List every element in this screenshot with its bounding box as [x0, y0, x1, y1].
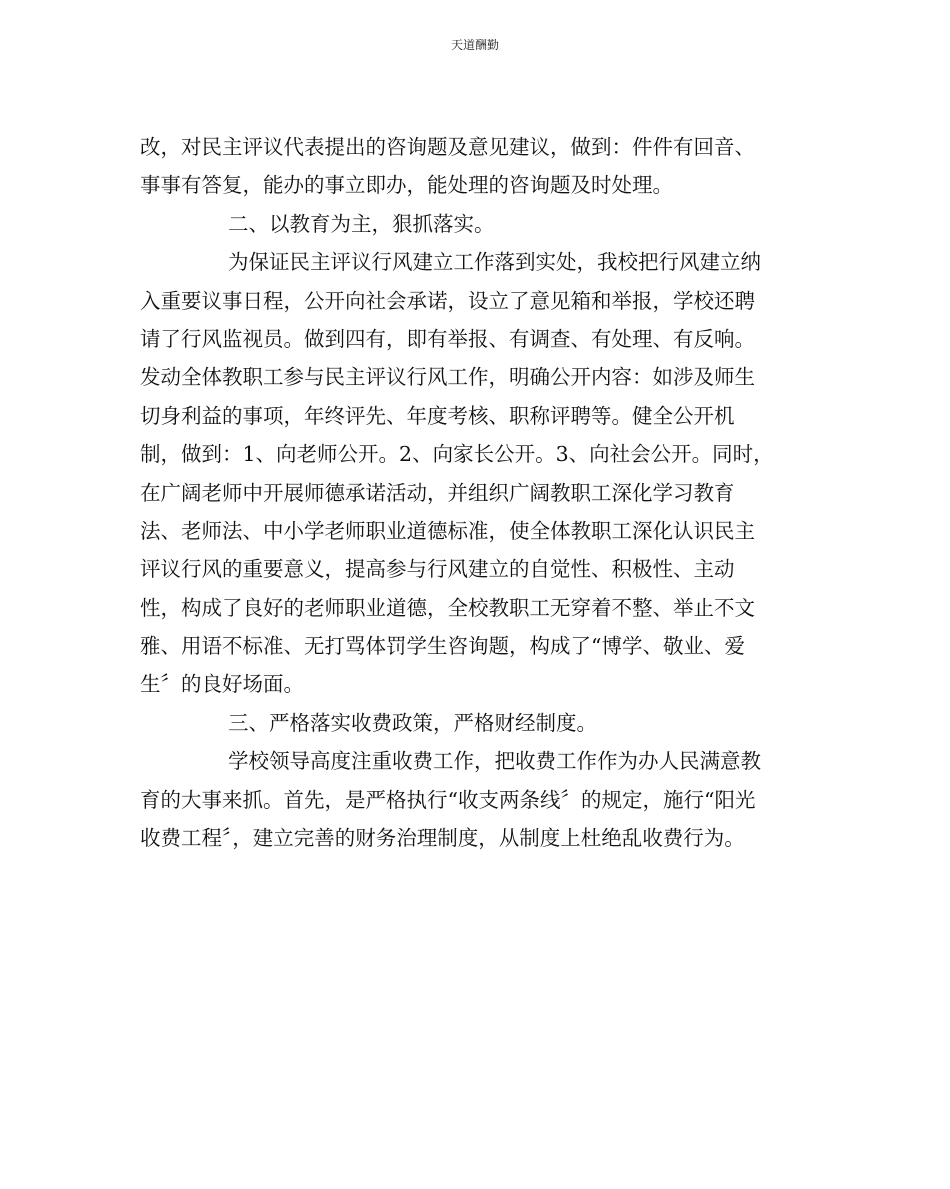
body-line: 评议行风的重要意义，提高参与行风建立的自觉性、积极性、主动 [140, 557, 735, 582]
body-line: 切身利益的事项，年终评先、年度考核、职称评聘等。健全公开机 [140, 403, 735, 428]
paragraph-start: 学校领导高度注重收费工作，把收费工作作为办人民满意教 [228, 749, 761, 774]
body-line: 改，对民主评议代表提出的咨询题及意见建议，做到：件件有回音、 [140, 135, 755, 159]
section-heading: 二、以教育为主，狠抓落实。 [228, 211, 495, 236]
body-line: 生〞的良好场面。 [140, 672, 304, 697]
page-header: 天道酬勤 [450, 38, 499, 52]
body-line: 在广阔老师中开展师德承诺活动，并组织广阔教职工深化学习教育 [140, 480, 735, 505]
body-line: 雅、用语不标准、无打骂体罚学生咨询题，构成了“博学、敬业、爱 [140, 634, 745, 659]
body-line: 发动全体教职工参与民主评议行风工作，明确公开内容：如涉及师生 [140, 365, 755, 390]
body-line: 制，做到：1、向老师公开。2、向家长公开。3、向社会公开。同时， [140, 442, 774, 467]
body-line: 性，构成了良好的老师职业道德，全校教职工无穿着不整、举止不文 [140, 595, 755, 620]
body-line: 育的大事来抓。首先，是严格执行“收支两条线〞的规定，施行“阳光 [140, 787, 756, 812]
paragraph-start: 为保证民主评议行风建立工作落到实处，我校把行风建立纳 [228, 250, 761, 275]
body-line: 请了行风监视员。做到四有，即有举报、有调查、有处理、有反响。 [140, 326, 755, 351]
body-line: 事事有答复，能办的事立即办，能处理的咨询题及时处理。 [140, 173, 673, 198]
document-body [140, 128, 800, 857]
body-line: 法、老师法、中小学老师职业道德标准，使全体教职工深化认识民主 [140, 518, 755, 543]
body-line: 收费工程〞，建立完善的财务治理制度，从制度上杜绝乱收费行为。 [140, 826, 745, 851]
section-heading: 三、严格落实收费政策，严格财经制度。 [228, 710, 597, 735]
body-line: 入重要议事日程，公开向社会承诺，设立了意见箱和举报，学校还聘 [140, 288, 755, 313]
